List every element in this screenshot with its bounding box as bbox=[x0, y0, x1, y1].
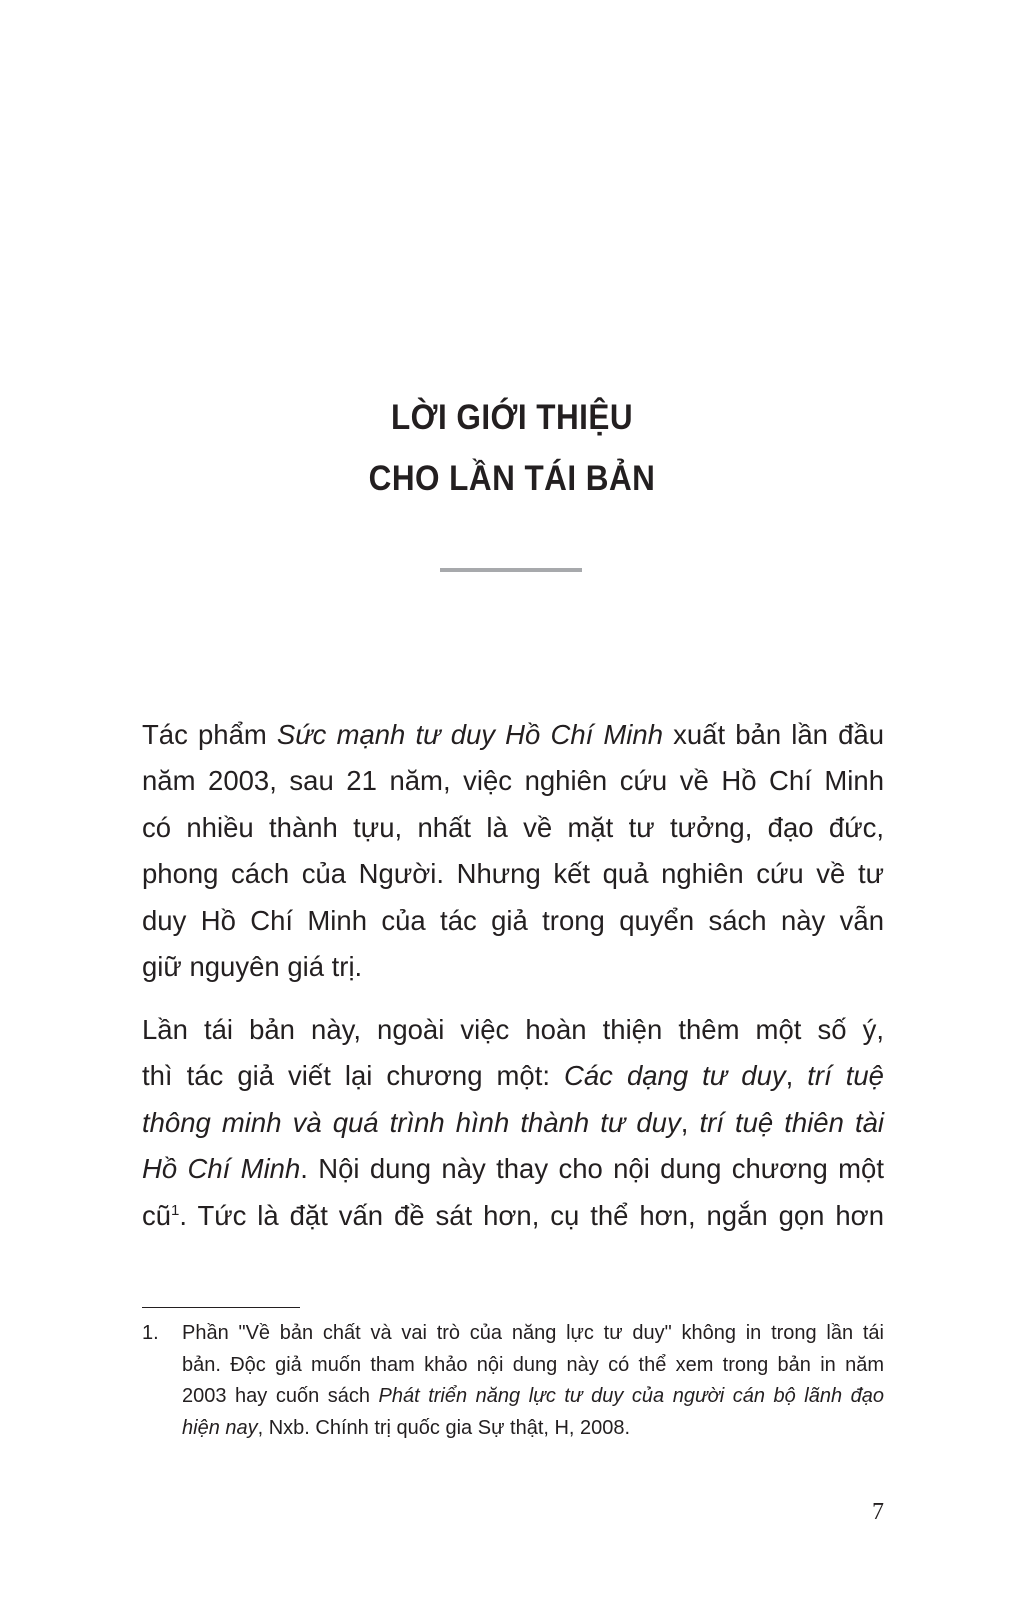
footnote-text bbox=[182, 1318, 884, 1444]
paragraph-line: Lần tái bản này, ngoài việc hoàn thiện thêm một số ý, bbox=[142, 1014, 884, 1045]
paragraph-line: Tác phẩm Sức mạnh tư duy Hồ Chí Minh xuất bản lần đầu bbox=[142, 719, 884, 750]
title-divider bbox=[440, 568, 582, 572]
page-title-line-2: CHO LẦN TÁI BẢN bbox=[368, 459, 656, 498]
page-title-line-1: LỜI GIỚI THIỆU bbox=[390, 398, 634, 437]
paragraph-1 bbox=[142, 712, 884, 990]
paragraph-line: cũ$^1$. Tức là đặt vấn đề sát hơn, cụ thể hơn, ngắn gọn hơn bbox=[142, 1199, 884, 1231]
paragraph-line: Hồ Chí Minh. Nội dung này thay cho nội dung chương một bbox=[142, 1153, 884, 1185]
footnote-line: 2003 hay cuốn sách Phát triển năng lực tư duy của người cán bộ lãnh đạo bbox=[182, 1385, 884, 1408]
paragraph-line: giữ nguyên giá trị. bbox=[142, 951, 363, 983]
footnote-reference[interactable]: 1 bbox=[171, 1201, 180, 1219]
footnote-separator bbox=[142, 1307, 300, 1308]
footnote bbox=[142, 1318, 884, 1444]
page-number: 7 bbox=[872, 1499, 884, 1525]
footnote-line: Phần "Về bản chất và vai trò của năng lực tư duy" không in trong lần tái bbox=[182, 1322, 884, 1344]
paragraph-line: duy Hồ Chí Minh của tác giả trong quyển sách này vẫn bbox=[142, 904, 884, 936]
paragraph-line: có nhiều thành tựu, nhất là về mặt tư tưởng, đạo đức, bbox=[142, 811, 884, 843]
footnote-line: hiện nay, Nxb. Chính trị quốc gia Sự thật, H, 2008. bbox=[182, 1416, 631, 1439]
book-title: Sức mạnh tư duy Hồ Chí Minh bbox=[276, 719, 663, 750]
paragraph-line: năm 2003, sau 21 năm, việc nghiên cứu về Hồ Chí Minh bbox=[142, 765, 884, 797]
paragraph-2 bbox=[142, 1007, 884, 1239]
paragraph-line: thì tác giả viết lại chương một: Các dạng tư duy, trí tuệ bbox=[142, 1060, 884, 1092]
footnote-number: 1. bbox=[142, 1322, 159, 1344]
paragraph-line: thông minh và quá trình hình thành tư duy, trí tuệ thiên tài bbox=[142, 1106, 885, 1138]
paragraph-line: phong cách của Người. Nhưng kết quả nghiên cứu về tư bbox=[142, 858, 884, 890]
footnote-line: bản. Độc giả muốn tham khảo nội dung này có thể xem trong bản in năm bbox=[182, 1353, 884, 1376]
